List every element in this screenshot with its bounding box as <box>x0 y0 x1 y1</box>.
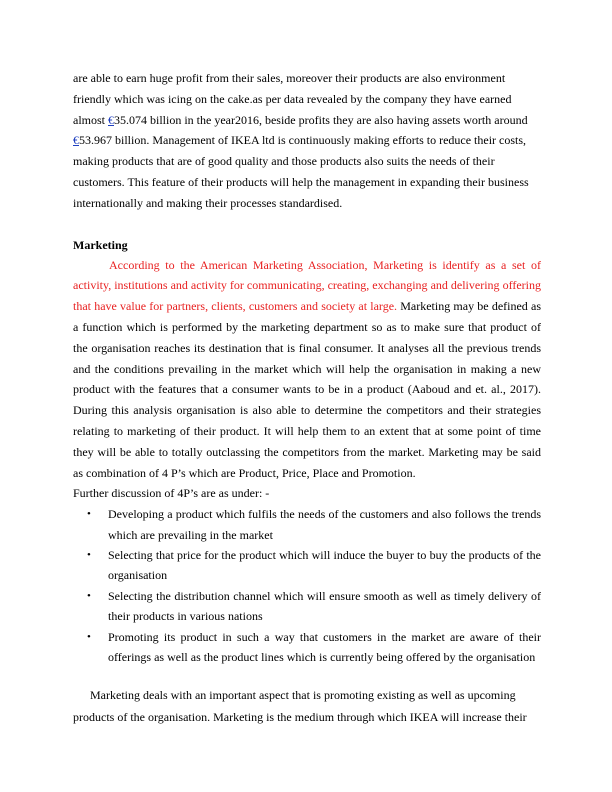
list-item-text: Promoting its product in such a way that customers in the market are aware of their offerings as well as the product lines which is currently being offered by the organisation <box>108 629 541 664</box>
intro-text-3: 53.967 billion. Management of IKEA ltd is continuously making efforts to reduce their costs, making products that are of good quality and those products also suits the needs of their customers. This feature of their products will help the management in expanding their business internationally and making their processes standardised. <box>73 133 529 210</box>
list-item-text: Selecting that price for the product which will induce the buyer to buy the products of the organisation <box>108 547 541 583</box>
marketing-paragraph <box>73 255 541 484</box>
bullet-icon: • <box>87 508 91 521</box>
list-item <box>73 586 541 627</box>
document-page <box>73 68 541 728</box>
bullet-icon: • <box>87 630 91 643</box>
intro-text-2: 35.074 billion in the year2016, beside profits they are also having assets worth around <box>114 112 528 127</box>
four-ps-list <box>73 504 541 667</box>
list-item-text: Developing a product which fulfils the needs of the customers and also follows the trends which are prevailing in the market <box>108 507 541 542</box>
list-item <box>73 545 541 586</box>
ama-definition-highlight: According to the American Marketing Association, Marketing is identify as a set of activity, institutions and activity for communicating, creating, exchanging and delivering offering that have value for partners, clients, customers and society at large. <box>73 257 541 314</box>
marketing-body-text: Marketing may be defined as a function which is performed by the marketing department so as to make sure that product of the organisation reaches its destination that is final consumer. It analyses all the previous trends and the conditions prevailing in the market which will help the organisation in making a new product with the features that a consumer wants to be in a product (Aaboud and et. al., 2017). During this analysis organisation is also able to determine the competitors and their strategies relating to marketing of their product. It will help them to an extent that at some point of time they will be able to totally outclassing the competitors from the market. Marketing may be said as combination of 4 P’s which are Product, Price, Place and Promotion. <box>73 299 541 480</box>
euro-symbol-link[interactable]: € <box>108 112 114 127</box>
list-item-text: Selecting the distribution channel which will ensure smooth as well as timely delivery of their products in various nations <box>108 588 541 624</box>
euro-symbol-link[interactable]: € <box>73 133 79 148</box>
bullet-icon: • <box>87 548 91 561</box>
intro-text-1: are able to earn huge profit from their sales, moreover their products are also environment friendly which was icing on the cake.as per data revealed by the company they have earned almost <box>73 71 512 127</box>
list-item <box>73 627 541 668</box>
further-discussion-line: Further discussion of 4P’s are as under: - <box>73 486 270 501</box>
bullet-icon: • <box>87 589 91 602</box>
closing-paragraph: Marketing deals with an important aspect that is promoting existing as well as upcoming products of the organisation. Marketing is the medium through which IKEA will increase their <box>73 688 527 724</box>
section-heading-marketing: Marketing <box>73 237 128 252</box>
intro-paragraph <box>73 68 541 214</box>
list-item <box>73 504 541 545</box>
